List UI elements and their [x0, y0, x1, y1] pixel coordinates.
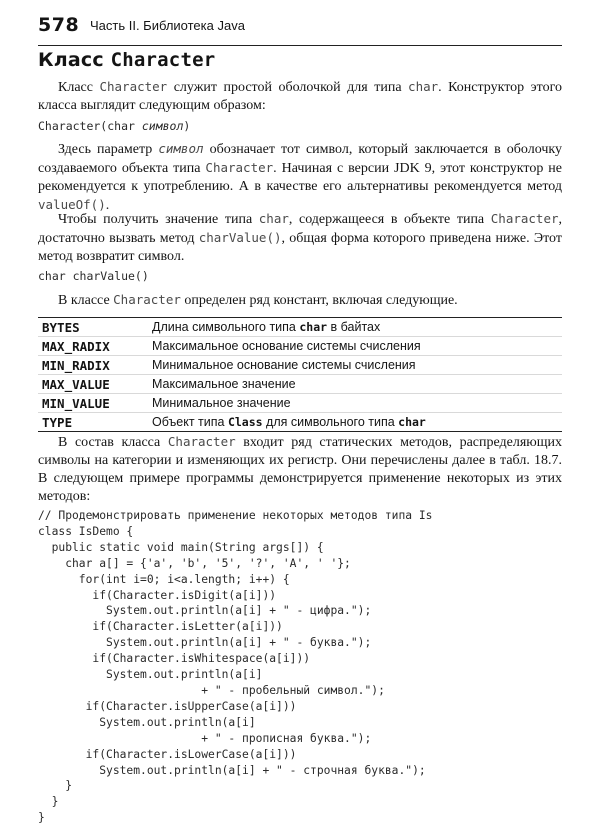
inline-code: char	[258, 211, 289, 226]
table-row	[38, 375, 562, 394]
code-line: }	[38, 795, 59, 809]
code-line: for(int i=0; i<a.length; i++) {	[38, 572, 290, 586]
inline-code: Character	[113, 292, 181, 307]
paragraph-constants	[38, 291, 562, 310]
text: Длина символьного типа	[152, 320, 300, 334]
constant-description: Минимальное основание системы счисления	[152, 358, 416, 372]
inline-code: valueOf()	[38, 197, 106, 212]
code-line: + " - пробельный символ.");	[38, 683, 385, 697]
paragraph-constructor	[38, 140, 562, 215]
code-line: System.out.println(a[i]	[38, 715, 256, 729]
running-head: Часть II. Библиотека Java	[90, 18, 245, 33]
constant-description	[148, 413, 562, 432]
text: . Начиная с версии JDK 9, этот конструктор не рекомендуется к употреблению. А в качестве его альтернативы рекомендуется метод	[38, 161, 562, 194]
inline-code: символ	[158, 141, 204, 156]
header-rule	[38, 45, 562, 46]
paragraph-charvalue	[38, 210, 562, 266]
code-line: }	[38, 811, 45, 825]
constant-description: Минимальное значение	[152, 396, 291, 410]
code-block	[38, 508, 562, 826]
text: служит простой оболочкой для типа	[167, 80, 409, 95]
constant-name: MAX_VALUE	[42, 376, 110, 392]
code-text: Character(char	[38, 119, 142, 133]
code-line: if(Character.isLowerCase(a[i]))	[38, 747, 297, 761]
inline-code: Character	[490, 211, 559, 226]
text: В состав класса	[58, 435, 168, 450]
constant-description: Максимальное значение	[152, 377, 296, 391]
text: , содержащееся в объекте типа	[288, 212, 491, 227]
table-row	[38, 318, 562, 337]
paragraph-intro	[38, 78, 562, 115]
code-line: }	[38, 779, 73, 793]
text: обозначает тот символ, который заключается в оболочку создаваемого объекта типа	[38, 142, 563, 176]
table-row	[38, 413, 562, 432]
constant-name: BYTES	[42, 319, 80, 335]
text: . Конструктор этого класса выглядит следующим образом:	[38, 80, 562, 113]
text: , достаточно вызвать метод	[38, 212, 562, 246]
inline-code: Character	[99, 79, 168, 94]
constant-name: MIN_RADIX	[42, 357, 110, 373]
constructor-signature	[38, 118, 562, 134]
table-row	[38, 394, 562, 413]
code-line: // Продемонстрировать применение некоторых методов типа Is	[38, 509, 433, 522]
page-number: 578	[38, 14, 80, 36]
text: Чтобы получить значение типа	[58, 212, 259, 227]
code-line: System.out.println(a[i] + " - цифра.");	[38, 604, 372, 618]
constant-name: TYPE	[42, 414, 73, 430]
table-row	[38, 356, 562, 375]
inline-code: char	[299, 320, 328, 334]
text: .	[105, 198, 110, 213]
code-text: )	[183, 119, 191, 133]
text: входит ряд статических методов, распределяющих символы на категории и изменяющих их регистр. Они перечислены далее в табл. 18.7. В следующем примере программы демонстрируется применение некоторых из этих методов:	[38, 435, 563, 504]
section-title-prefix: Класс	[38, 49, 111, 71]
code-line: System.out.println(a[i] + " - строчная буква.");	[38, 763, 426, 777]
code-listing	[38, 508, 562, 826]
code-line: System.out.println(a[i] + " - буква.");	[38, 636, 372, 650]
text: , общая форма которого приведена ниже. Этот метод возвратит символ.	[38, 231, 562, 264]
constant-description: Максимальное основание системы счисления	[152, 339, 421, 353]
inline-code: charValue()	[198, 230, 282, 245]
text: Объект типа	[152, 415, 228, 429]
page-header	[38, 14, 562, 40]
code-line: public static void main(String args[]) {	[38, 540, 324, 554]
section-title-class-name: Character	[110, 49, 216, 71]
paragraph-static-methods	[38, 433, 562, 506]
code-line: if(Character.isWhitespace(a[i]))	[38, 652, 311, 666]
inline-code: Character	[167, 434, 236, 449]
text: определен ряд констант, включая следующие.	[180, 293, 458, 308]
section-title	[38, 49, 215, 71]
constant-name: MAX_RADIX	[42, 338, 110, 354]
charvalue-signature: char charValue()	[38, 269, 149, 283]
code-line: if(Character.isLetter(a[i]))	[38, 620, 283, 634]
code-param: символ	[141, 119, 184, 133]
inline-code: Class	[227, 415, 263, 429]
text: Класс	[58, 80, 100, 95]
text: Здесь параметр	[58, 142, 159, 157]
constant-description	[148, 318, 562, 337]
constants-table	[38, 317, 562, 432]
text: в байтах	[327, 320, 381, 334]
code-line: System.out.println(a[i]	[38, 668, 263, 682]
code-line: if(Character.isUpperCase(a[i]))	[38, 699, 297, 713]
code-line: if(Character.isDigit(a[i]))	[38, 588, 277, 602]
constant-name: MIN_VALUE	[42, 395, 110, 411]
code-line: + " - прописная буква.");	[38, 731, 372, 745]
table-row	[38, 337, 562, 356]
code-line: char a[] = {'a', 'b', '5', '?', 'A', ' '};	[38, 556, 351, 570]
text: для символьного типа	[262, 415, 399, 429]
text: В классе	[58, 293, 114, 308]
code-line: class IsDemo {	[38, 524, 134, 538]
inline-code: Character	[205, 160, 274, 175]
inline-code: char	[408, 79, 439, 94]
inline-code: char	[398, 415, 426, 429]
